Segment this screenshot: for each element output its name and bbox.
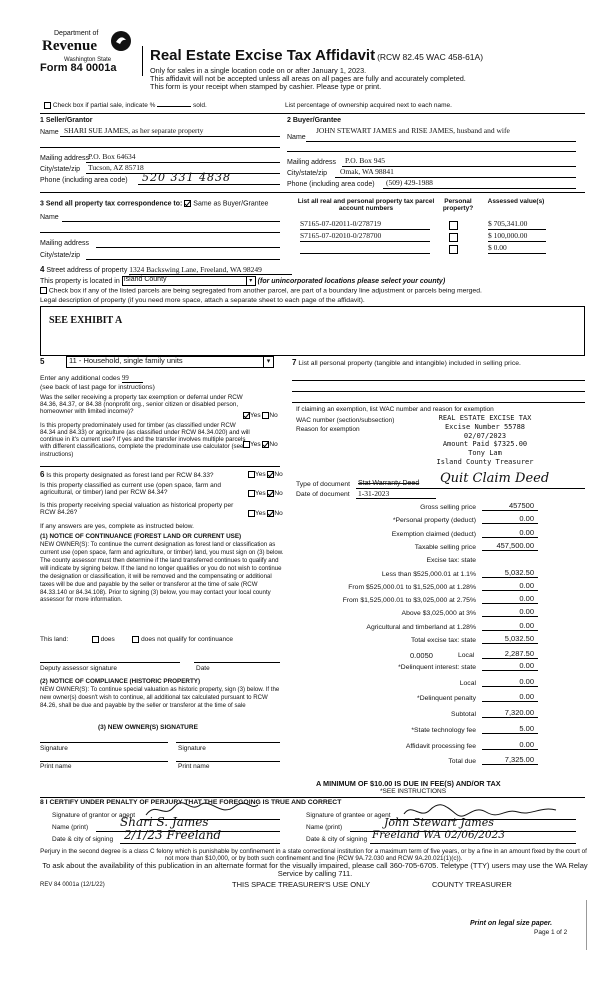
calc-value[interactable]: 0.00 bbox=[519, 692, 534, 702]
seller-name-label: Name bbox=[40, 129, 59, 136]
calc-label: *Delinquent penalty bbox=[417, 695, 476, 703]
does-not-qualify-label: does not qualify for continuance bbox=[141, 636, 233, 644]
chevron-down-icon: ▾ bbox=[246, 277, 255, 285]
partial-sale-sold: sold. bbox=[193, 102, 207, 110]
see-back-note: (see back of last page for instructions) bbox=[40, 384, 155, 391]
grantor-date-label: Date & city of signing bbox=[52, 836, 114, 843]
sec6-q1 bbox=[40, 470, 250, 479]
county-select[interactable] bbox=[122, 276, 256, 286]
additional-codes-row bbox=[40, 375, 143, 383]
calc-value[interactable]: 457500 bbox=[508, 501, 534, 510]
header-line-2: This affidavit will not be accepted unless all areas on all pages are fully and accurately completed. bbox=[150, 74, 466, 83]
grantee-date-label: Date & city of signing bbox=[306, 836, 368, 843]
current-use-yes-checkbox[interactable] bbox=[248, 490, 255, 497]
legal-description-value: SEE EXHIBIT A bbox=[49, 315, 123, 326]
grantee-signature-label: Signature of grantee or agent bbox=[306, 812, 391, 819]
buyer-name: JOHN STEWART JAMES and RISE JAMES, husband and wife bbox=[316, 126, 510, 135]
stamp-line-5: Tony Lam bbox=[468, 449, 502, 457]
ownership-instruction: List percentage of ownership acquired next to each name. bbox=[285, 102, 452, 109]
page-number: Page 1 of 2 bbox=[534, 929, 568, 936]
county-treasurer: COUNTY TREASURER bbox=[432, 880, 512, 889]
new-owner-signature-heading: (3) NEW OWNER(S) SIGNATURE bbox=[98, 724, 198, 731]
sec3-heading: 3 Send all property tax correspondence to: bbox=[40, 200, 183, 208]
personal-property-checkbox[interactable] bbox=[449, 233, 458, 242]
grantee-date-handwritten: Freeland WA 02/06/2023 bbox=[372, 829, 505, 841]
doc-type-struck: Stat Warranty Deed bbox=[358, 480, 420, 487]
sec3-row bbox=[40, 200, 268, 208]
timber-yes-checkbox[interactable] bbox=[243, 441, 250, 448]
header-line-3: This form is your receipt when stamped by cashier. Please type or print. bbox=[150, 82, 382, 91]
sec3-mail-label: Mailing address bbox=[40, 240, 90, 247]
personal-property-header: Personal property? bbox=[442, 198, 474, 213]
owner-signature-label-2: Signature bbox=[178, 745, 206, 752]
legal-description-box[interactable] bbox=[40, 306, 585, 356]
header-divider bbox=[142, 46, 143, 76]
stamp-line-6: Island County Treasurer bbox=[436, 457, 534, 466]
buyer-phone: (509) 429-1988 bbox=[386, 178, 433, 187]
calc-label: Subtotal bbox=[451, 711, 476, 719]
current-use-no-checkbox[interactable] bbox=[267, 490, 274, 497]
stamp-line-4: Amount Paid $7325.00 bbox=[442, 440, 528, 449]
owner-print-name-label-1: Print name bbox=[40, 763, 72, 770]
perjury-notice: Perjury in the second degree is a class C felony which is punishable by confinement in a state correctional institution for a maximum term of five years, or by a fine in an amount fixed by the court of not more than $10,000, or by both such confinement and fine (RCW 9A.72.030 and RCW 9A.20.021(1)(c)). bbox=[40, 848, 587, 863]
forest-yes-checkbox[interactable] bbox=[248, 471, 255, 478]
owner-signature-label-1: Signature bbox=[40, 745, 68, 752]
forest-no-checkbox[interactable] bbox=[267, 471, 274, 478]
exempt-answer bbox=[243, 412, 278, 420]
no-label: No bbox=[274, 471, 283, 479]
local-rate: 0.0050 bbox=[410, 651, 433, 660]
calc-value[interactable]: 5,032.50 bbox=[504, 634, 534, 643]
calc-value[interactable]: 0.00 bbox=[519, 620, 534, 630]
treasurer-use-only: THIS SPACE TREASURER'S USE ONLY bbox=[232, 880, 371, 889]
calc-label: Local bbox=[459, 679, 476, 687]
calc-value[interactable]: 0.00 bbox=[519, 607, 534, 617]
no-label: No bbox=[274, 490, 283, 498]
doc-type-handwritten: Quit Claim Deed bbox=[440, 471, 550, 486]
located-row bbox=[40, 276, 445, 286]
legal-size-note: Print on legal size paper. bbox=[470, 920, 553, 927]
legal-description-label: Legal description of property (if you need more space, attach a separate sheet to each page of the affidavit). bbox=[40, 297, 365, 304]
sec3-city-label: City/state/zip bbox=[40, 252, 81, 259]
buyer-mail: P.O. Box 945 bbox=[345, 156, 386, 165]
calc-value[interactable]: 7,320.00 bbox=[504, 708, 534, 718]
sec7-heading: 7 bbox=[292, 358, 297, 367]
no-label: No bbox=[269, 412, 278, 420]
calc-label: Total excise tax: state bbox=[411, 637, 476, 644]
additional-codes-label: Enter any additional codes bbox=[40, 375, 121, 382]
buyer-city-label: City/state/zip bbox=[287, 170, 328, 177]
personal-property-checkbox[interactable] bbox=[449, 221, 458, 230]
calc-value[interactable]: 0.00 bbox=[519, 514, 534, 524]
calc-label: *Delinquent interest: state bbox=[398, 664, 476, 671]
street-address: 1324 Backswing Lane, Freeland, WA 98249 bbox=[129, 265, 292, 275]
forest-land-question: Is this property designated as forest land per RCW 84.33? bbox=[46, 472, 214, 479]
form-title: Real Estate Excise Tax Affidavit bbox=[150, 47, 376, 64]
county-value: Island County bbox=[123, 276, 167, 283]
wac-number-label: WAC number (section/subsection) bbox=[296, 417, 395, 424]
minimum-due-note: A MINIMUM OF $10.00 IS DUE IN FEE(S) AND/OR TAX bbox=[316, 779, 501, 788]
calc-label: *State technology fee bbox=[411, 726, 476, 734]
grantor-name-handwritten: Shari S. James bbox=[120, 815, 209, 829]
this-land-label: This land: bbox=[40, 636, 69, 644]
assessed-value[interactable]: $ 0.00 bbox=[488, 244, 546, 254]
deputy-date-label: Date bbox=[196, 665, 210, 672]
seller-mail-label: Mailing address bbox=[40, 155, 90, 162]
form-number: Form 84 0001a bbox=[40, 62, 117, 74]
calc-label: From $1,525,000.01 to $3,025,000 at 2.75% bbox=[342, 597, 476, 605]
sec5-heading: 5 bbox=[40, 357, 45, 366]
personal-property-checkbox[interactable] bbox=[449, 245, 458, 254]
calc-value[interactable]: 457,500.00 bbox=[496, 540, 534, 550]
yes-label: Yes bbox=[255, 510, 266, 518]
unincorporated-note: (for unincorporated locations please select your county) bbox=[257, 277, 446, 285]
calc-label: Less than $525,000.01 at 1.1% bbox=[381, 570, 476, 578]
sec3-name-label: Name bbox=[40, 214, 59, 221]
exempt-yes-checkbox[interactable] bbox=[243, 412, 250, 419]
sec4-street-row bbox=[40, 265, 292, 275]
if-yes-note: If any answers are yes, complete as instructed below. bbox=[40, 523, 194, 530]
assessed-value[interactable]: $ 100,000.00 bbox=[488, 232, 546, 242]
rcw-reference: (RCW 82.45 WAC 458-61A) bbox=[377, 52, 484, 62]
additional-codes-value: 99 bbox=[122, 375, 143, 383]
washington-state-text: Washington State bbox=[64, 57, 112, 63]
title-block bbox=[150, 47, 570, 64]
current-use-question: Is this property classified as current use (open space, farm and agricultural, or timber) land per RCW 84.34? bbox=[40, 482, 222, 497]
segregation-row bbox=[40, 287, 482, 295]
calc-value[interactable]: 5.00 bbox=[519, 723, 534, 733]
partial-sale-row bbox=[44, 102, 207, 110]
timber-answer bbox=[243, 441, 278, 449]
grantee-name-label: Name (print) bbox=[306, 824, 343, 831]
does-checkbox[interactable] bbox=[92, 636, 99, 643]
buyer-phone-label: Phone (including area code) bbox=[287, 181, 375, 188]
calc-value[interactable]: 0.00 bbox=[519, 527, 534, 537]
doc-type-label: Type of document bbox=[296, 481, 351, 488]
stamp-line-1: REAL ESTATE EXCISE TAX bbox=[438, 414, 532, 422]
notice-compliance-heading: (2) NOTICE OF COMPLIANCE (HISTORIC PROPERTY) bbox=[40, 678, 201, 685]
certify-heading: 8 I CERTIFY UNDER PENALTY OF PERJURY THAT THE FOREGOING IS TRUE AND CORRECT bbox=[40, 799, 342, 806]
local-label: Local bbox=[458, 652, 475, 659]
calc-label: Affidavit processing fee bbox=[405, 742, 476, 750]
historic-no-checkbox[interactable] bbox=[267, 510, 274, 517]
reason-label: Reason for exemption bbox=[296, 426, 360, 433]
timber-question: Is this property predominately used for timber (as classified under RCW 84.34 and 84.33) or agriculture (as classified under RCW 84.34.020) and will continue in it's current use? If yes and the transfer involves multiple parcels with different classifications, complete the predominate use calculator (see instructions) bbox=[40, 422, 250, 458]
parcel-number[interactable]: S7165-07-02010-0/278700 bbox=[300, 232, 430, 242]
grantor-date-handwritten: 2/1/23 Freeland bbox=[124, 828, 222, 842]
seller-heading: 1 Seller/Grantor bbox=[40, 117, 93, 124]
calc-value[interactable]: 7,325.00 bbox=[504, 755, 534, 765]
yes-label: Yes bbox=[250, 412, 261, 420]
grantee-name-handwritten: John Stewart James bbox=[384, 816, 494, 829]
no-label: No bbox=[269, 441, 278, 449]
sec7-text bbox=[292, 358, 542, 368]
calc-value[interactable]: 0.00 bbox=[519, 580, 534, 590]
calc-value[interactable]: 0.00 bbox=[519, 739, 534, 749]
calc-label: *Personal property (deduct) bbox=[392, 517, 476, 525]
wac-instruction: If claiming an exemption, list WAC number and reason for exemption bbox=[296, 406, 494, 413]
seller-phone: 520 331 4838 bbox=[142, 171, 231, 184]
yes-label: Yes bbox=[255, 471, 266, 479]
use-code-select[interactable] bbox=[66, 356, 274, 368]
street-label: Street address of property bbox=[46, 267, 128, 274]
revenue-text: Revenue bbox=[42, 38, 97, 54]
seller-phone-label: Phone (including area code) bbox=[40, 177, 128, 184]
same-as-buyer-label: Same as Buyer/Grantee bbox=[193, 200, 269, 208]
calc-label: Exemption claimed (deduct) bbox=[391, 530, 476, 538]
assessed-value[interactable]: $ 705,341.00 bbox=[488, 220, 546, 230]
historic-question: Is this property receiving special valuation as historical property per RCW 84.26? bbox=[40, 502, 234, 517]
seller-name: SHARI SUE JAMES, as her separate property bbox=[64, 126, 204, 135]
calc-value[interactable]: 5,032.50 bbox=[504, 567, 534, 577]
local-value: 2,287.50 bbox=[504, 649, 534, 658]
historic-answer bbox=[248, 510, 283, 518]
calc-value[interactable]: 0.00 bbox=[519, 661, 534, 670]
seller-city: Tucson, AZ 85718 bbox=[88, 163, 144, 172]
alternate-format-notice: To ask about the availability of this publication in an alternate format for the visually impaired, please call 360-705-6705. Teletype (TTY) users may use the WA Relay Service by calling 711. bbox=[42, 861, 588, 879]
sec6-heading: 6 bbox=[40, 470, 45, 479]
header-line-1: Only for sales in a single location code on or after January 1, 2023. bbox=[150, 66, 367, 75]
parcels-header: List all real and personal property tax parcel account numbers bbox=[297, 198, 435, 213]
timber-no-checkbox[interactable] bbox=[262, 441, 269, 448]
grantor-name-label: Name (print) bbox=[52, 824, 89, 831]
doc-date: 1-31-2023 bbox=[358, 489, 390, 498]
seller-mail: P.O. Box 64634 bbox=[88, 152, 136, 161]
calc-value[interactable]: 0.00 bbox=[519, 594, 534, 604]
notice-continuance-heading: (1) NOTICE OF CONTINUANCE (FOREST LAND OR CURRENT USE) bbox=[40, 533, 242, 540]
buyer-mail-label: Mailing address bbox=[287, 159, 337, 166]
located-label: This property is located in bbox=[40, 277, 120, 285]
calc-value[interactable]: 0.00 bbox=[519, 676, 534, 686]
form-revision: REV 84 0001a (12/1/22) bbox=[40, 882, 105, 888]
stamp-line-2: Excise Number 55788 bbox=[444, 422, 526, 431]
calc-label: Excise tax: state bbox=[426, 557, 476, 565]
yes-label: Yes bbox=[250, 441, 261, 449]
grantor-signature-scribble bbox=[142, 799, 262, 821]
calc-label: From $525,000.01 to $1,525,000 at 1.28% bbox=[348, 583, 476, 591]
exempt-question: Was the seller receiving a property tax exemption or deferral under RCW 84.36, 84.37, or 84.38 (nonprofit org., senior citizen or disabled person, homeowner with limited income)? bbox=[40, 394, 243, 416]
historic-yes-checkbox[interactable] bbox=[248, 510, 255, 517]
yes-label: Yes bbox=[255, 490, 266, 498]
notice-compliance-text: NEW OWNER(S): To continue special valuation as historic property, sign (3) below. If the new owner(s) doesn't wish to continue, all additional tax calculated pursuant to RCW 84.26, shall be due and payable by the seller or transferor at the time of sale bbox=[40, 686, 280, 709]
use-code-value: 11 - Household, single family units bbox=[69, 356, 183, 365]
grantor-signature-label: Signature of grantor or agent bbox=[52, 812, 136, 819]
sec4-heading: 4 bbox=[40, 265, 45, 274]
seller-city-label: City/state/zip bbox=[40, 166, 81, 173]
partial-sale-checkbox[interactable] bbox=[44, 102, 51, 109]
deputy-assessor-label: Deputy assessor signature bbox=[40, 665, 117, 672]
does-not-qualify-checkbox[interactable] bbox=[132, 636, 139, 643]
revenue-logo-icon bbox=[110, 30, 132, 52]
calc-label: Total due bbox=[448, 758, 476, 766]
parcel-number[interactable] bbox=[300, 244, 430, 254]
calc-label: Taxable selling price bbox=[414, 543, 476, 551]
buyer-heading: 2 Buyer/Grantee bbox=[287, 117, 342, 124]
calc-label: Gross selling price bbox=[420, 504, 476, 511]
current-use-answer bbox=[248, 490, 283, 498]
calc-label: Agricultural and timberland at 1.28% bbox=[366, 623, 476, 631]
this-land-row bbox=[40, 636, 280, 644]
personal-property-instruction: List all personal property (tangible and intangible) included in selling price. bbox=[298, 360, 521, 367]
segregation-text: Check box if any of the listed parcels are being segregated from another parcel, are part of a boundary line adjustment or parcels being merged. bbox=[48, 287, 482, 295]
buyer-name-label: Name bbox=[287, 134, 306, 141]
does-label: does bbox=[100, 636, 115, 644]
doc-date-label: Date of document bbox=[296, 491, 350, 498]
see-instructions-note: *SEE INSTRUCTIONS bbox=[380, 788, 447, 795]
calc-label: Above $3,025,000 at 3% bbox=[401, 610, 476, 618]
forest-answer bbox=[248, 471, 283, 479]
notice-continuance-text: NEW OWNER(S): To continue the current designation as forest land or classification as current use (open space, farm and agriculture, or timber) land, you must sign on (3) below. The county assessor must then determine if the land transferred continues to qualify and will indicate by signing below. If the land no longer qualifies or you do not wish to continue the designation or classification, it will be removed and the compensating or additional taxes will be due and payable by the seller or transferor at the time of sale (RCW 84.33.140 or 84.34.108). Prior to signing (3) below, you may contact your local county assessor for more information. bbox=[40, 541, 284, 604]
dept-of-text: Department of bbox=[54, 30, 99, 37]
same-as-buyer-checkbox[interactable] bbox=[184, 200, 191, 207]
parcel-number[interactable]: S7165-07-02011-0/278719 bbox=[300, 220, 430, 230]
no-label: No bbox=[274, 510, 283, 518]
treasurer-stamp bbox=[420, 414, 550, 467]
chevron-down-icon: ▾ bbox=[263, 357, 273, 367]
partial-sale-label: Check box if partial sale, indicate % bbox=[52, 102, 156, 110]
stamp-line-3: 02/07/2023 bbox=[463, 431, 507, 440]
owner-print-name-label-2: Print name bbox=[178, 763, 210, 770]
segregation-checkbox[interactable] bbox=[40, 287, 47, 294]
assessed-value-header: Assessed value(s) bbox=[487, 198, 545, 205]
buyer-city: Omak, WA 98841 bbox=[340, 167, 394, 176]
